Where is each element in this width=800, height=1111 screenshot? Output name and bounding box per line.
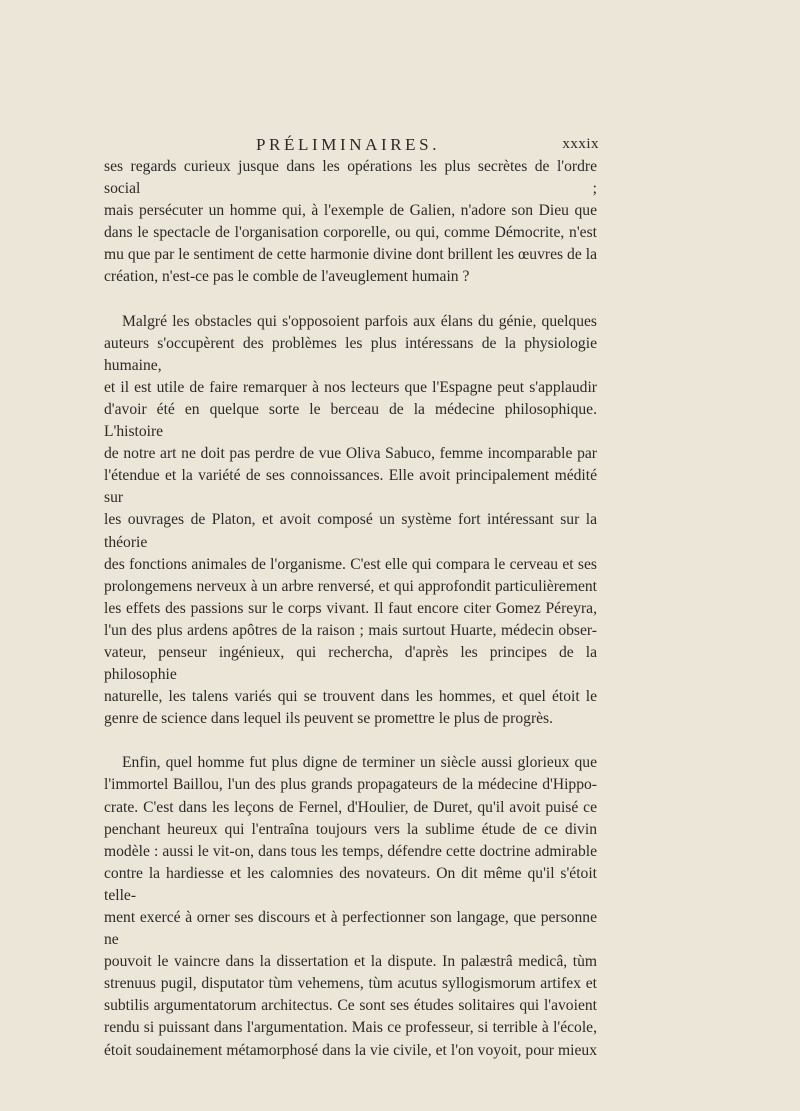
text-line: contre la hardiesse et les calomnies des novateurs. On dit même qu'il s'étoit telle- [104, 864, 597, 904]
text-line: Enfin, quel homme fut plus digne de terminer un siècle aussi glorieux que [122, 754, 597, 772]
text-line: rendu si puissant dans l'argumentation. Mais ce professeur, si terrible à l'école, [104, 1019, 597, 1037]
text-line: vateur, penseur ingénieux, qui rechercha, d'après les principes de la philosophie [104, 643, 597, 684]
text-line: Malgré les obstacles qui s'opposoient parfois aux élans du génie, quelques [122, 312, 597, 330]
text-line: subtilis argumentatorum architectus. Ce sont ses études solitaires qui l'avoient [104, 997, 597, 1015]
text-line: l'un des plus ardens apôtres de la raison ; mais surtout Huarte, médecin obser- [104, 621, 597, 639]
text-line: d'avoir été en quelque sorte le berceau de la médecine philosophique. L'histoire [104, 400, 597, 441]
text-line: les effets des passions sur le corps vivant. Il faut encore citer Gomez Péreyra, [104, 599, 597, 617]
paragraph-2 [104, 311, 597, 731]
text-line: dans le spectacle de l'organisation corporelle, ou qui, comme Démocrite, n'est [104, 224, 597, 242]
page-number: xxxix [562, 136, 599, 152]
body-text [104, 156, 597, 1062]
text-line: et il est utile de faire remarquer à nos lecteurs que l'Espagne peut s'applaudir [104, 378, 597, 396]
text-line: mu que par le sentiment de cette harmonie divine dont brillent les œuvres de la [104, 246, 597, 264]
text-line: prolongemens nerveux à un arbre renversé, et qui approfondit particulièrement [104, 577, 597, 595]
text-line: des fonctions animales de l'organisme. C'est elle qui compara le cerveau et ses [104, 555, 597, 573]
text-line: crate. C'est dans les leçons de Fernel, d'Houlier, de Duret, qu'il avoit puisé ce [104, 798, 597, 816]
paragraph-1 [104, 156, 597, 289]
text-line: ment exercé à orner ses discours et à perfectionner son langage, que personne ne [104, 909, 597, 949]
text-line: auteurs s'occupèrent des problèmes les plus intéressans de la physiologie humaine, [104, 334, 597, 374]
text-line: les ouvrages de Platon, et avoit composé un système fort intéressant sur la théorie [104, 511, 597, 551]
text-line: naturelle, les talens variés qui se trouvent dans les hommes, et quel étoit le [104, 688, 597, 706]
text-line: penchant heureux qui l'entraîna toujours vers la sublime étude de ce divin [104, 820, 597, 838]
text-line: l'étendue et la variété de ses connoissances. Elle avoit principalement médité sur [104, 467, 597, 507]
text-line: pouvoit le vaincre dans la dissertation et la dispute. In palæstrâ medicâ, tùm [104, 953, 597, 971]
text-line: de notre art ne doit pas perdre de vue Oliva Sabuco, femme incomparable par [104, 445, 597, 463]
running-title: PRÉLIMINAIRES. [256, 135, 441, 154]
text-line: ses regards curieux jusque dans les opérations les plus secrètes de l'ordre social ; [104, 158, 597, 198]
paragraph-gap [104, 289, 597, 311]
paragraph-3 [104, 752, 597, 1061]
text-line: mais persécuter un homme qui, à l'exemple de Galien, n'adore son Dieu que [104, 202, 597, 220]
text-line: strenuus pugil, disputator tùm vehemens, tùm acutus syllogismorum artifex et [104, 975, 597, 993]
text-line: étoit soudainement métamorphosé dans la vie civile, et l'on voyoit, pour mieux [104, 1041, 597, 1059]
text-line: création, n'est-ce pas le comble de l'aveuglement humain ? [104, 268, 470, 286]
text-line: l'immortel Baillou, l'un des plus grands propagateurs de la médecine d'Hippo- [104, 776, 597, 794]
text-line: modèle : aussi le vit-on, dans tous les temps, défendre cette doctrine admirable [104, 842, 597, 860]
paragraph-gap [104, 730, 597, 752]
text-line: genre de science dans lequel ils peuvent se promettre le plus de progrès. [104, 710, 554, 728]
running-head [104, 135, 599, 157]
